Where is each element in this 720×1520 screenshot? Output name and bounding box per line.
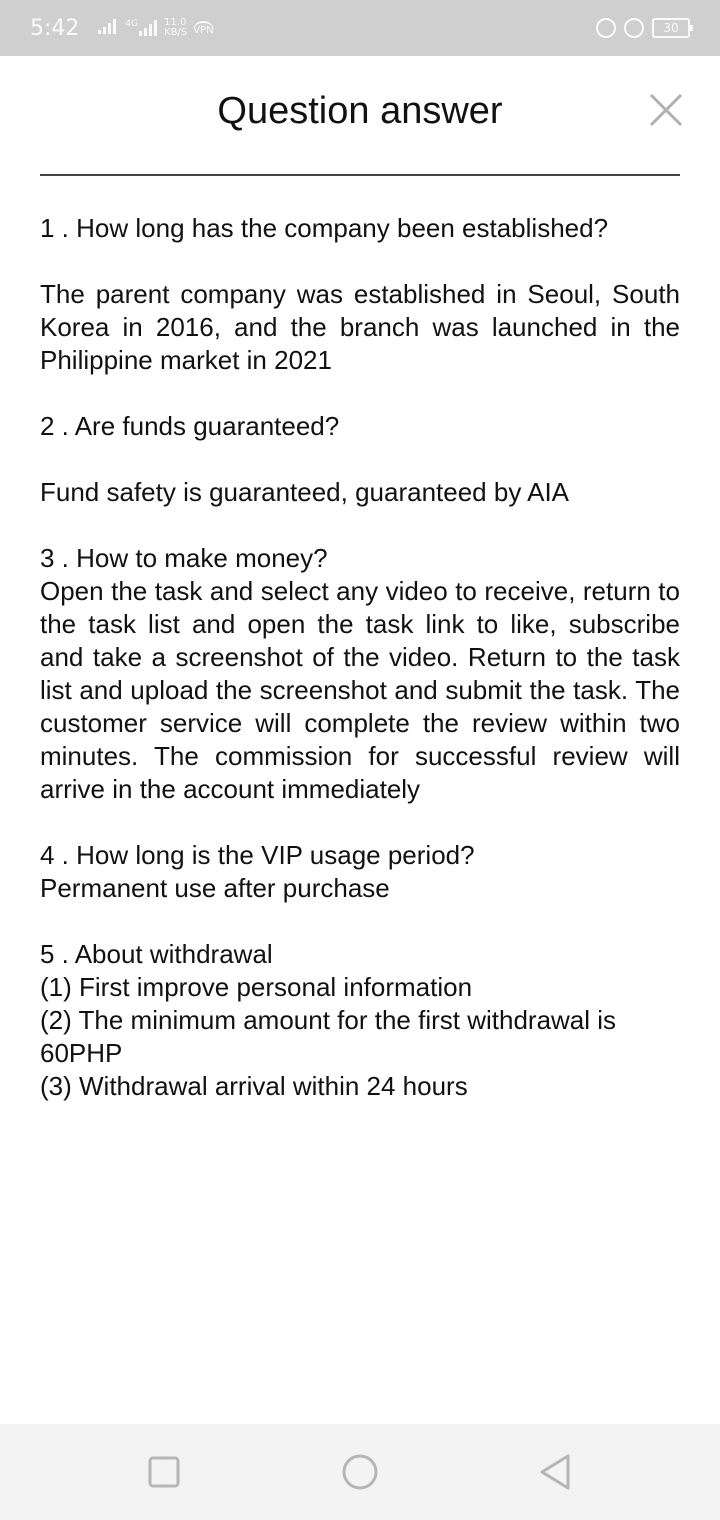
square-recent-apps-icon	[144, 1452, 184, 1492]
spacer	[40, 806, 680, 839]
system-nav-bar	[0, 1424, 720, 1520]
rotation-lock-icon	[596, 18, 616, 38]
home-button[interactable]	[340, 1452, 380, 1492]
close-button[interactable]	[648, 92, 684, 128]
spacer	[40, 509, 680, 542]
dialog-header	[0, 56, 720, 176]
recent-apps-button[interactable]	[144, 1452, 184, 1492]
vpn-label: VPN	[193, 24, 214, 36]
network-type-label: 4G	[125, 19, 139, 29]
network-speed-value: 11.0	[164, 17, 187, 28]
page-title: Question answer	[217, 90, 503, 132]
alarm-icon	[624, 18, 644, 38]
signal-4g-icon	[125, 19, 158, 37]
faq-answer-5-item-1: (1) First improve personal information	[40, 972, 473, 1002]
faq-answer-3: Open the task and select any video to receive, return to the task list and open the task link to like, subscribe and take a screenshot of the video. Return to the task list and upload the screenshot and submit the task. The customer service will complete the review within two minutes. The commission for successful review will arrive in the account immediately	[40, 576, 680, 804]
close-icon	[648, 92, 684, 128]
spacer	[40, 443, 680, 476]
faq-question-4: 4 . How long is the VIP usage period?	[40, 840, 475, 870]
battery-icon	[652, 18, 690, 38]
vpn-icon	[193, 21, 213, 36]
spacer	[40, 245, 680, 278]
status-time: 5:42	[30, 15, 80, 41]
triangle-back-icon	[536, 1452, 576, 1492]
network-speed-unit: KB/S	[164, 27, 188, 38]
faq-answer-2: Fund safety is guaranteed, guaranteed by AIA	[40, 477, 570, 507]
back-button[interactable]	[536, 1452, 576, 1492]
faq-answer-5-item-3: (3) Withdrawal arrival within 24 hours	[40, 1071, 468, 1101]
faq-question-1: 1 . How long has the company been established?	[40, 213, 609, 243]
faq-question-3: 3 . How to make money?	[40, 543, 328, 573]
faq-answer-4: Permanent use after purchase	[40, 873, 390, 903]
status-right	[596, 0, 690, 56]
faq-question-5: 5 . About withdrawal	[40, 939, 273, 969]
signal-icon	[97, 17, 119, 40]
spacer	[40, 377, 680, 410]
circle-home-icon	[340, 1452, 380, 1492]
header-divider	[40, 174, 680, 176]
status-left	[30, 0, 214, 56]
faq-answer-5-item-2: (2) The minimum amount for the first withdrawal is 60PHP	[40, 1005, 617, 1068]
spacer	[40, 905, 680, 938]
battery-level: 30	[663, 21, 679, 35]
status-bar	[0, 0, 720, 56]
faq-content	[40, 212, 680, 1103]
faq-question-2: 2 . Are funds guaranteed?	[40, 411, 340, 441]
faq-answer-1: The parent company was established in Seoul, South Korea in 2016, and the branch was launched in the Philippine market in 2021	[40, 279, 680, 375]
network-speed	[164, 18, 187, 38]
